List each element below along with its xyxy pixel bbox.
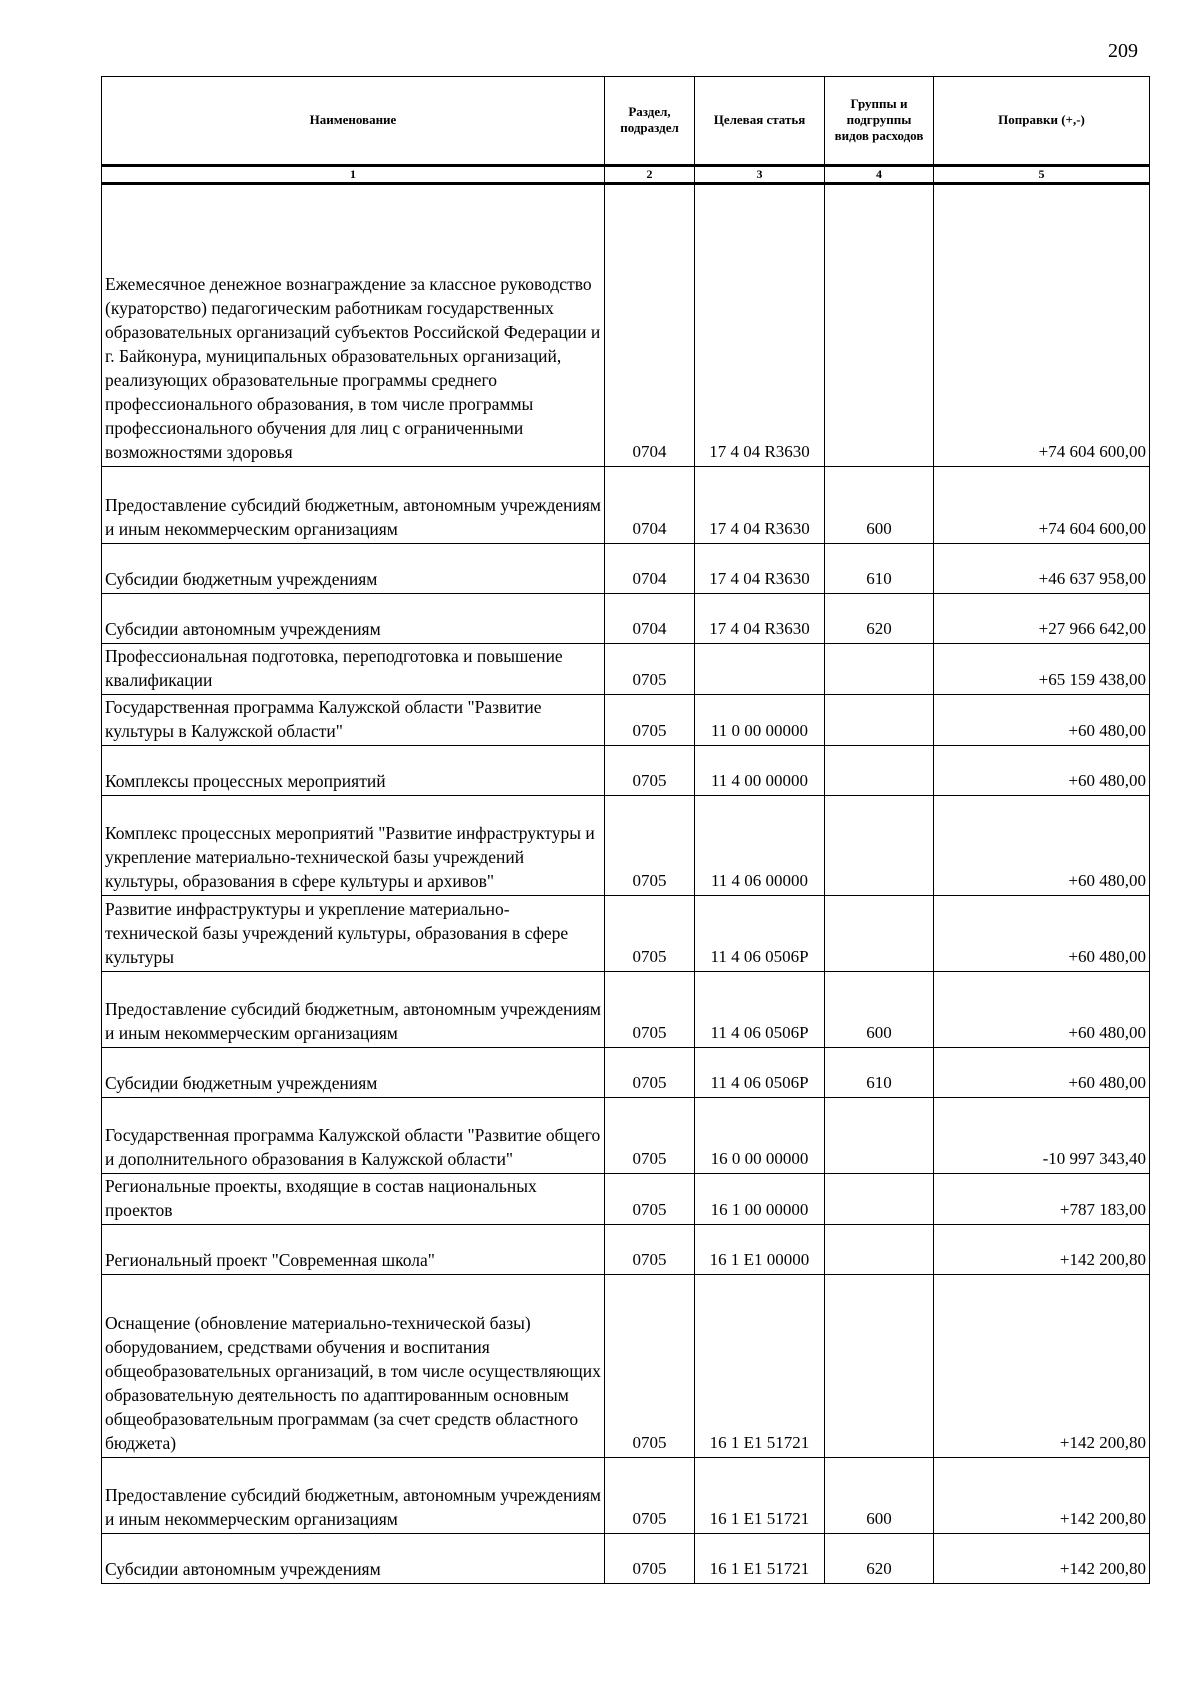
row-name: Субсидии автономным учреждениям bbox=[102, 1534, 605, 1584]
row-name: Ежемесячное денежное вознаграждение за классное руководство (кураторство) педагогическим работникам государственных образовательных организаций субъектов Российской Федерации и г. Байконура, муниципальных образовательных организаций, реализующих образовательные программы среднего профессионального образования, в том числе программы профессионального обучения для лиц с ограниченными возможностями здоровья bbox=[102, 184, 605, 467]
row-name: Комплекс процессных мероприятий "Развитие инфраструктуры и укрепление материально-технической базы учреждений культуры, образования в сфере культуры и архивов" bbox=[102, 796, 605, 896]
row-amount: +74 604 600,00 bbox=[934, 184, 1150, 467]
row-group: 600 bbox=[825, 1458, 934, 1534]
table-row bbox=[102, 1225, 1150, 1275]
row-section: 0705 bbox=[605, 1458, 695, 1534]
row-amount: +60 480,00 bbox=[934, 972, 1150, 1048]
row-amount: +27 966 642,00 bbox=[934, 594, 1150, 644]
row-amount: +60 480,00 bbox=[934, 695, 1150, 746]
column-number: 4 bbox=[825, 166, 934, 184]
row-section: 0705 bbox=[605, 1225, 695, 1275]
row-section: 0704 bbox=[605, 467, 695, 544]
row-amount: -10 997 343,40 bbox=[934, 1098, 1150, 1174]
row-name: Комплексы процессных мероприятий bbox=[102, 746, 605, 796]
row-amount: +60 480,00 bbox=[934, 796, 1150, 896]
table-row bbox=[102, 1098, 1150, 1174]
row-group bbox=[825, 644, 934, 695]
column-number: 5 bbox=[934, 166, 1150, 184]
row-target: 11 4 06 0506Р bbox=[695, 972, 825, 1048]
row-name: Субсидии автономным учреждениям bbox=[102, 594, 605, 644]
row-target: 17 4 04 R3630 bbox=[695, 594, 825, 644]
header-row bbox=[102, 77, 1150, 166]
header-group: Группы и подгруппы видов расходов bbox=[825, 77, 934, 166]
header-section: Раздел, подраздел bbox=[605, 77, 695, 166]
budget-table bbox=[101, 76, 1150, 1584]
row-group bbox=[825, 695, 934, 746]
header-name: Наименование bbox=[102, 77, 605, 166]
row-group bbox=[825, 1174, 934, 1225]
header-target: Целевая статья bbox=[695, 77, 825, 166]
row-name: Государственная программа Калужской области "Развитие общего и дополнительного образования в Калужской области" bbox=[102, 1098, 605, 1174]
row-target: 16 1 E1 51721 bbox=[695, 1275, 825, 1458]
row-group: 620 bbox=[825, 594, 934, 644]
row-group bbox=[825, 746, 934, 796]
page-number: 209 bbox=[1108, 40, 1138, 62]
row-target: 11 4 00 00000 bbox=[695, 746, 825, 796]
row-target: 16 0 00 00000 bbox=[695, 1098, 825, 1174]
header-amount: Поправки (+,-) bbox=[934, 77, 1150, 166]
row-section: 0705 bbox=[605, 644, 695, 695]
row-amount: +46 637 958,00 bbox=[934, 544, 1150, 594]
row-target: 11 4 06 0506Р bbox=[695, 896, 825, 972]
table-row bbox=[102, 796, 1150, 896]
table-row bbox=[102, 1534, 1150, 1584]
row-amount: +142 200,80 bbox=[934, 1225, 1150, 1275]
row-section: 0704 bbox=[605, 184, 695, 467]
row-name: Субсидии бюджетным учреждениям bbox=[102, 544, 605, 594]
row-target: 11 4 06 00000 bbox=[695, 796, 825, 896]
row-amount: +142 200,80 bbox=[934, 1458, 1150, 1534]
row-target: 16 1 00 00000 bbox=[695, 1174, 825, 1225]
table-row bbox=[102, 972, 1150, 1048]
row-name: Субсидии бюджетным учреждениям bbox=[102, 1048, 605, 1098]
table-row bbox=[102, 184, 1150, 467]
row-group: 600 bbox=[825, 972, 934, 1048]
table-row bbox=[102, 746, 1150, 796]
row-group bbox=[825, 184, 934, 467]
table-row bbox=[102, 544, 1150, 594]
column-number: 3 bbox=[695, 166, 825, 184]
row-amount: +60 480,00 bbox=[934, 746, 1150, 796]
row-group bbox=[825, 1098, 934, 1174]
row-name: Оснащение (обновление материально-технической базы) оборудованием, средствами обучения и воспитания общеобразовательных организаций, в том числе осуществляющих образовательную деятельность по адаптированным основным общеобразовательным программам (за счет средств областного бюджета) bbox=[102, 1275, 605, 1458]
row-amount: +142 200,80 bbox=[934, 1534, 1150, 1584]
row-section: 0705 bbox=[605, 1534, 695, 1584]
row-group: 610 bbox=[825, 1048, 934, 1098]
row-section: 0705 bbox=[605, 972, 695, 1048]
row-amount: +142 200,80 bbox=[934, 1275, 1150, 1458]
row-section: 0705 bbox=[605, 896, 695, 972]
table-row bbox=[102, 896, 1150, 972]
row-target: 11 0 00 00000 bbox=[695, 695, 825, 746]
row-target: 17 4 04 R3630 bbox=[695, 184, 825, 467]
row-section: 0704 bbox=[605, 594, 695, 644]
row-target bbox=[695, 644, 825, 695]
row-target: 11 4 06 0506Р bbox=[695, 1048, 825, 1098]
row-name: Предоставление субсидий бюджетным, автономным учреждениям и иным некоммерческим организациям bbox=[102, 467, 605, 544]
row-target: 16 1 E1 51721 bbox=[695, 1534, 825, 1584]
row-amount: +787 183,00 bbox=[934, 1174, 1150, 1225]
row-target: 17 4 04 R3630 bbox=[695, 467, 825, 544]
table-row bbox=[102, 1048, 1150, 1098]
column-number: 1 bbox=[102, 166, 605, 184]
table-row bbox=[102, 644, 1150, 695]
row-section: 0705 bbox=[605, 1275, 695, 1458]
row-section: 0705 bbox=[605, 695, 695, 746]
row-amount: +60 480,00 bbox=[934, 1048, 1150, 1098]
row-amount: +74 604 600,00 bbox=[934, 467, 1150, 544]
row-group bbox=[825, 1275, 934, 1458]
row-name: Развитие инфраструктуры и укрепление материально-технической базы учреждений культуры, образования в сфере культуры bbox=[102, 896, 605, 972]
row-section: 0705 bbox=[605, 1174, 695, 1225]
table-row bbox=[102, 695, 1150, 746]
column-number: 2 bbox=[605, 166, 695, 184]
table-row bbox=[102, 1174, 1150, 1225]
row-group: 600 bbox=[825, 467, 934, 544]
row-name: Профессиональная подготовка, переподготовка и повышение квалификации bbox=[102, 644, 605, 695]
row-group bbox=[825, 896, 934, 972]
row-section: 0704 bbox=[605, 544, 695, 594]
row-name: Предоставление субсидий бюджетным, автономным учреждениям и иным некоммерческим организациям bbox=[102, 1458, 605, 1534]
row-section: 0705 bbox=[605, 1048, 695, 1098]
row-target: 16 1 E1 00000 bbox=[695, 1225, 825, 1275]
row-target: 16 1 E1 51721 bbox=[695, 1458, 825, 1534]
table-row bbox=[102, 1458, 1150, 1534]
row-group: 610 bbox=[825, 544, 934, 594]
row-section: 0705 bbox=[605, 1098, 695, 1174]
table-row bbox=[102, 467, 1150, 544]
row-group bbox=[825, 1225, 934, 1275]
row-group: 620 bbox=[825, 1534, 934, 1584]
row-amount: +60 480,00 bbox=[934, 896, 1150, 972]
row-name: Региональный проект "Современная школа" bbox=[102, 1225, 605, 1275]
column-number-row bbox=[102, 166, 1150, 184]
row-amount: +65 159 438,00 bbox=[934, 644, 1150, 695]
row-target: 17 4 04 R3630 bbox=[695, 544, 825, 594]
table-row bbox=[102, 1275, 1150, 1458]
row-section: 0705 bbox=[605, 746, 695, 796]
row-section: 0705 bbox=[605, 796, 695, 896]
row-name: Государственная программа Калужской области "Развитие культуры в Калужской области" bbox=[102, 695, 605, 746]
table-row bbox=[102, 594, 1150, 644]
row-name: Предоставление субсидий бюджетным, автономным учреждениям и иным некоммерческим организациям bbox=[102, 972, 605, 1048]
row-group bbox=[825, 796, 934, 896]
row-name: Региональные проекты, входящие в состав национальных проектов bbox=[102, 1174, 605, 1225]
